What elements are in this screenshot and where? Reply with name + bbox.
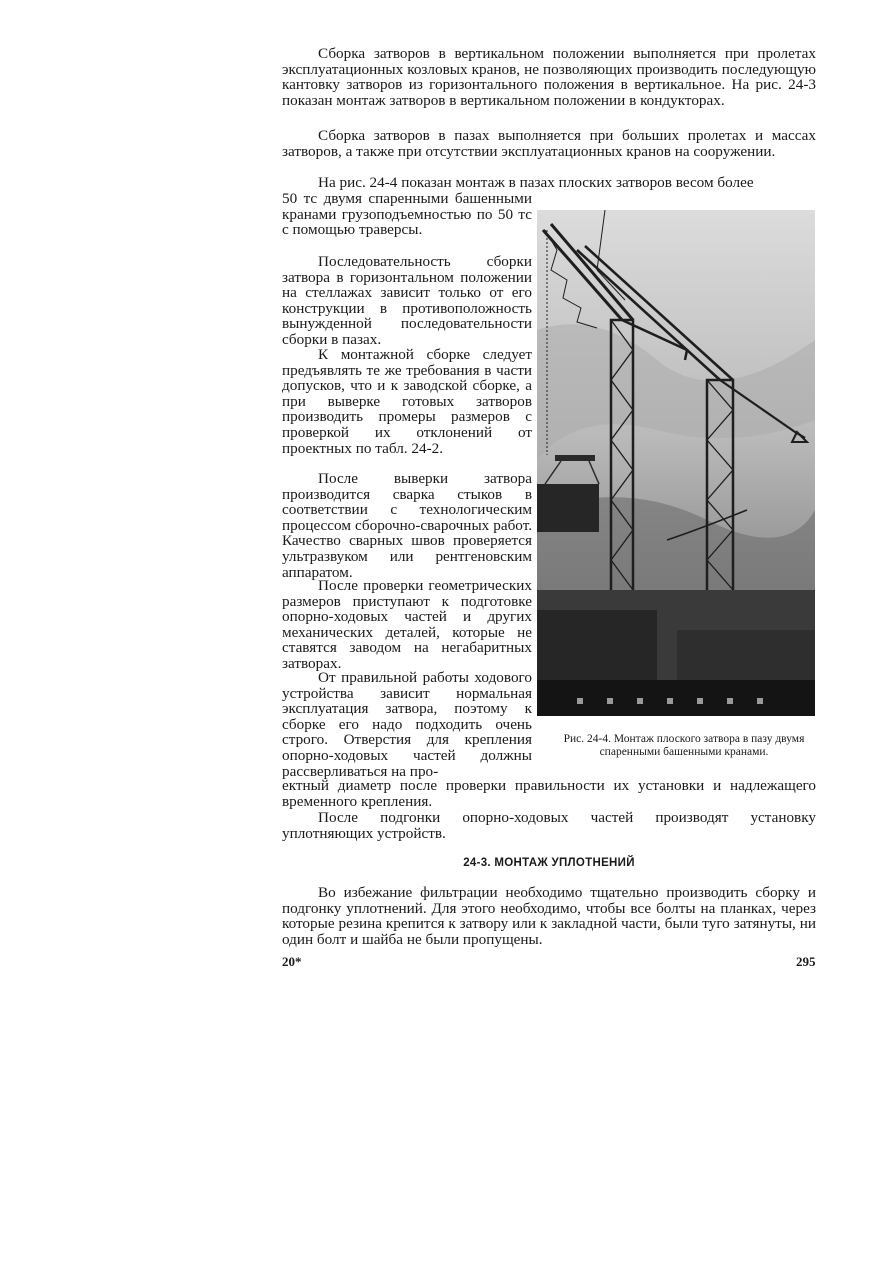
crane-photo-illustration [537,210,815,716]
paragraph-vertical-assembly: Сборка затворов в вертикальном положении выполняется при пролетах эксплуатационных козловых кранов, не позволяющих производить последующую кантовку затворов из горизонтального положения в вертикальное. На рис. 24-3 показан монтаж затворов в вертикальном положении в кондукторах. [282,45,816,109]
section-heading: 24-3. МОНТАЖ УПЛОТНЕНИЙ [463,857,635,869]
signature-mark: 20* [282,954,302,969]
paragraph-slot-assembly: Сборка затворов в пазах выполняется при больших пролетах и массах затворов, а также при отсутствии эксплуатационных кранов на сооружении. [282,127,816,160]
paragraph-seal-install: После подгонки опорно-ходовых частей производят установку уплотняющих устройств. [282,809,816,842]
paragraph-running-gear-mounting: От правильной работы ходового устройства зависит нормальная эксплуатация затвора, поэтому к сборке его надо подходить очень строго. Отверстия для крепления опорно-ходовых частей должны рассверливаться на про- [282,669,532,780]
figure-caption: Рис. 24-4. Монтаж плоского затвора в пазу двумя спаренными башенными кранами. [563,733,805,758]
paragraph-welding: После выверки затвора производится сварка стыков в соответствии с технологическим процессом сборочно-сварочных работ. Качество сварных швов проверяется ультразвуком или рентгеновским аппаратом. [282,470,532,581]
paragraph-running-gear-mounting-cont: ектный диаметр после проверки правильности их установки и надлежащего временного крепления. [282,777,816,810]
paragraph-horizontal-sequence: Последовательность сборки затвора в горизонтальном положении на стеллажах зависит только от его конструкции в противоположность вынужденной последовательности сборки в пазах. [282,253,532,348]
paragraph-running-gear: После проверки геометрических размеров приступают к подготовке опорно-ходовых частей и других механических деталей, которые не ставятся заводом на негабаритных затворах. [282,577,532,672]
paragraph-fig-reference-cont: 50 тс двумя спаренными башенными кранами грузоподъемностью по 50 тс с помощью траверсы. [282,190,532,239]
paragraph-fig-reference: На рис. 24-4 показан монтаж в пазах плоских затворов весом более [318,174,754,191]
paragraph-seal-filtration: Во избежание фильтрации необходимо тщательно производить сборку и подгонку уплотнений. Для этого необходимо, чтобы все болты на планках, через которые резина крепится к затвору или к закладной части, были туго затянуты, ни один болт и шайба не были пропущены. [282,884,816,948]
crane-photo [537,210,815,716]
page-number: 295 [796,954,816,969]
paragraph-tolerances: К монтажной сборке следует предъявлять те же требования в части допусков, что и к заводской сборке, а при выверке готовых затворов производить промеры размеров с проверкой их отклонений от проектных по табл. 24-2. [282,346,532,457]
